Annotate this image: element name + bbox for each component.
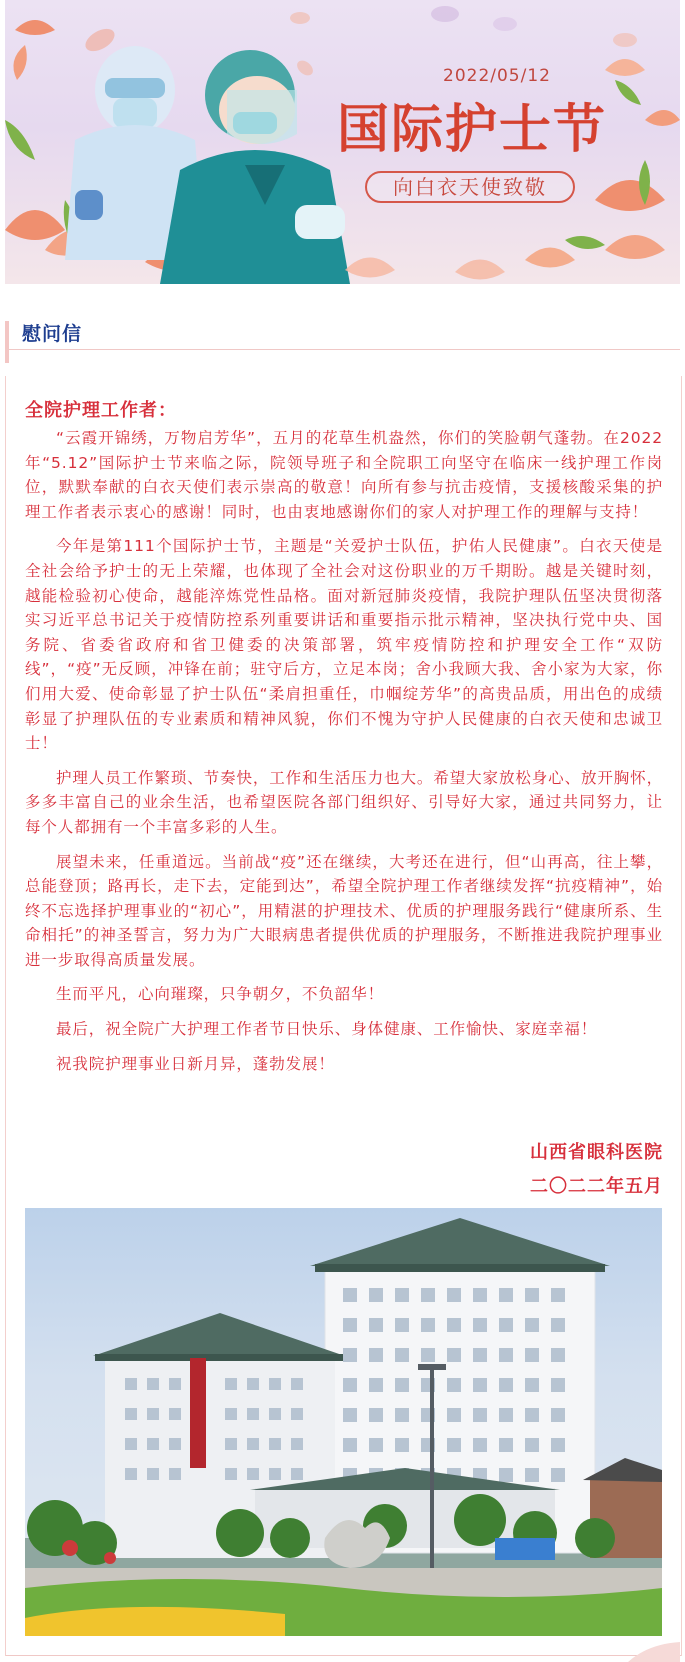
letter-paragraph: 最后，祝全院广大护理工作者节日快乐、身体健康、工作愉快、家庭幸福！ (56, 1020, 598, 1039)
signature-organization: 山西省眼科医院 (530, 1142, 663, 1163)
letter-paragraph: 展望未来，任重道远。当前战“疫”还在继续，大考还在进行，但“山再高，往上攀，总能登顶；路再长，走下去，定能到达”，希望全院护理工作者继续发挥“抗疫精神”，始终不忘选择护理事业的“初心”，用精湛的护理技术、优质的护理服务践行“健康所系、生命相托”的神圣誓言，努力为广大眼病患者提供优质的护理服务，不断推进我院护理事业进一步取得高质量发展。 (25, 852, 663, 969)
letter-paragraph: 护理人员工作繁琐、节奏快，工作和生活压力也大。希望大家放松身心、放开胸怀，多多丰富自己的业余生活，也希望医院各部门组织好、引导好大家，通过共同努力，让每个人都拥有一个丰富多彩的人生。 (25, 768, 663, 836)
letter-bottom-divider (6, 1655, 681, 1656)
corner-decoration-icon (628, 1640, 680, 1662)
section-header (5, 305, 680, 351)
section-divider (5, 349, 680, 350)
section-accent-bar (5, 321, 9, 363)
letter-body (25, 426, 663, 1086)
banner-subtitle: 向白衣天使致敬 (365, 171, 575, 203)
hospital-building-icon (25, 1208, 662, 1636)
letter-paragraph: 生而平凡，心向璀璨，只争朝夕，不负韶华！ (56, 985, 385, 1004)
section-title: 慰问信 (22, 323, 83, 345)
signature-date: 二〇二二年五月 (530, 1176, 663, 1197)
letter-greeting: 全院护理工作者： (25, 400, 177, 421)
letter-paragraph: “云霞开锦绣，万物启芳华”，五月的花草生机盎然，你们的笑脸朝气蓬勃。在2022年“5.12”国际护士节来临之际，院领导班子和全院职工向坚守在临床一线护理工作岗位，默默奉献的白衣天使们表示崇高的敬意！向所有参与抗击疫情，支援核酸采集的护理工作者表示衷心的感谢！同时，也由衷地感谢你们的家人对护理工作的理解与支持！ (25, 429, 663, 521)
banner-title: 国际护士节 (336, 100, 607, 160)
letter-paragraph: 今年是第111个国际护士节，主题是“关爱护士队伍，护佑人民健康”。白衣天使是全社会给予护士的无上荣耀，也体现了全社会对这份职业的万千期盼。越是关键时刻，越能检验初心使命，越能淬炼党性品格。面对新冠肺炎疫情，我院护理队伍坚决贯彻落实习近平总书记关于疫情防控系列重要讲话和重要指示批示精神，坚决执行党中央、国务院、省委省政府和省卫健委的决策部署，筑牢疫情防控和护理安全工作“双防线”，“疫”无反顾，冲锋在前；驻守后方，立足本岗；舍小我顾大我、舍小家为大家，你们用大爱、使命彰显了护士队伍“柔肩担重任，巾帼绽芳华”的高贵品质，用出色的成绩彰显了护理队伍的专业素质和精神风貌，你们不愧为守护人民健康的白衣天使和忠诚卫士！ (25, 537, 663, 753)
nurses-day-banner (5, 0, 680, 284)
banner-date: 2022/05/12 (443, 66, 551, 86)
hospital-building-photo (25, 1208, 662, 1636)
letter-paragraph: 祝我院护理事业日新月异，蓬勃发展！ (56, 1054, 335, 1073)
